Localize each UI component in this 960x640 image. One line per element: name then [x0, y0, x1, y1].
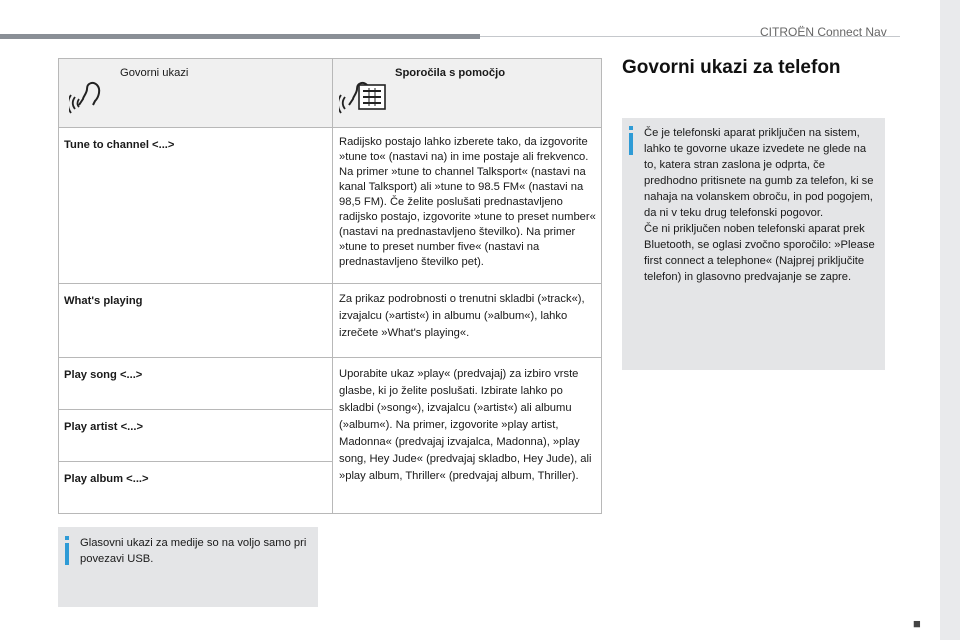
command-name: Play album <...>	[64, 473, 149, 485]
header-label-commands: Govorni ukazi	[120, 67, 189, 79]
info-note-phone	[622, 118, 885, 370]
voice-command-icon	[69, 75, 105, 115]
command-description: Uporabite ukaz »play« (predvajaj) za izbiro vrste glasbe, ki jo želite poslušati. Izbirate lahko po skladbi (»song«), izvajalcu (»artist«) ali albumu (»album«). Na primer, izgovorite »play artist, Madonna« (predvajaj izvajalca, Madonna), »play song, Hey Jude« (predvajaj skladbo, Hey Jude), ali »play album, Thriller« (predvajaj album, Thriller).	[339, 368, 592, 482]
table-row	[59, 128, 602, 284]
info-note-text: Glasovni ukazi za medije so na voljo samo pri povezavi USB.	[80, 537, 307, 565]
header-cell-commands	[59, 59, 333, 128]
info-note-text: Če je telefonski aparat priključen na sistem, lahko te govorne ukaze izvedete ne glede na to, katera stran zaslona je odprta, če predhodno pritisnete na gumb za telefon, ki se nahaja na volanskem obroču, in pod pogojem, da ni v teku drug telefonski pogovor.	[644, 127, 874, 219]
page-marker: ■	[913, 616, 921, 631]
section-title: Govorni ukazi za telefon	[622, 57, 841, 78]
header-cell-help	[333, 59, 602, 128]
command-name: What's playing	[64, 295, 143, 307]
header-bar	[0, 34, 480, 39]
info-note-text-2: Če ni priključen noben telefonski aparat prek Bluetooth, se oglasi zvočno sporočilo: »Please first connect a telephone« (Najprej priključite telefon) in glasovno predvajanje se zapre.	[644, 223, 875, 283]
command-name: Play song <...>	[64, 369, 143, 381]
command-description: Za prikaz podrobnosti o trenutni skladbi (»track«), izvajalcu (»artist«) in albumu (»album«), lahko izrečete »What's playing«.	[339, 293, 585, 339]
command-name: Play artist <...>	[64, 421, 143, 433]
info-icon	[629, 126, 633, 130]
voice-command-table	[58, 58, 602, 514]
info-note-media	[58, 527, 318, 607]
command-name: Tune to channel <...>	[64, 139, 175, 151]
header-label-help: Sporočila s pomočjo	[395, 67, 506, 79]
side-strip	[940, 0, 960, 640]
info-icon	[65, 536, 69, 540]
voice-help-icon	[339, 73, 391, 117]
command-description: Radijsko postajo lahko izberete tako, da izgovorite »tune to« (nastavi na) in ime postaje ali frekvenco. Na primer »tune to channel Talksport« (nastavi na kanal Talksport) ali »tune to 98.5 FM« (nastavi na 98,5 FM). Če želite poslušati prednastavljeno radijsko postajo, izgovorite »tune to preset number« (nastavi na prednastavljeno številko). Na primer »tune to preset number five« (nastavi na prednastavljeno številko pet).	[339, 136, 596, 268]
brand-title: CITROËN Connect Nav	[760, 25, 887, 39]
table-row	[59, 284, 602, 358]
table-header-row	[59, 59, 602, 128]
table-row	[59, 358, 602, 410]
